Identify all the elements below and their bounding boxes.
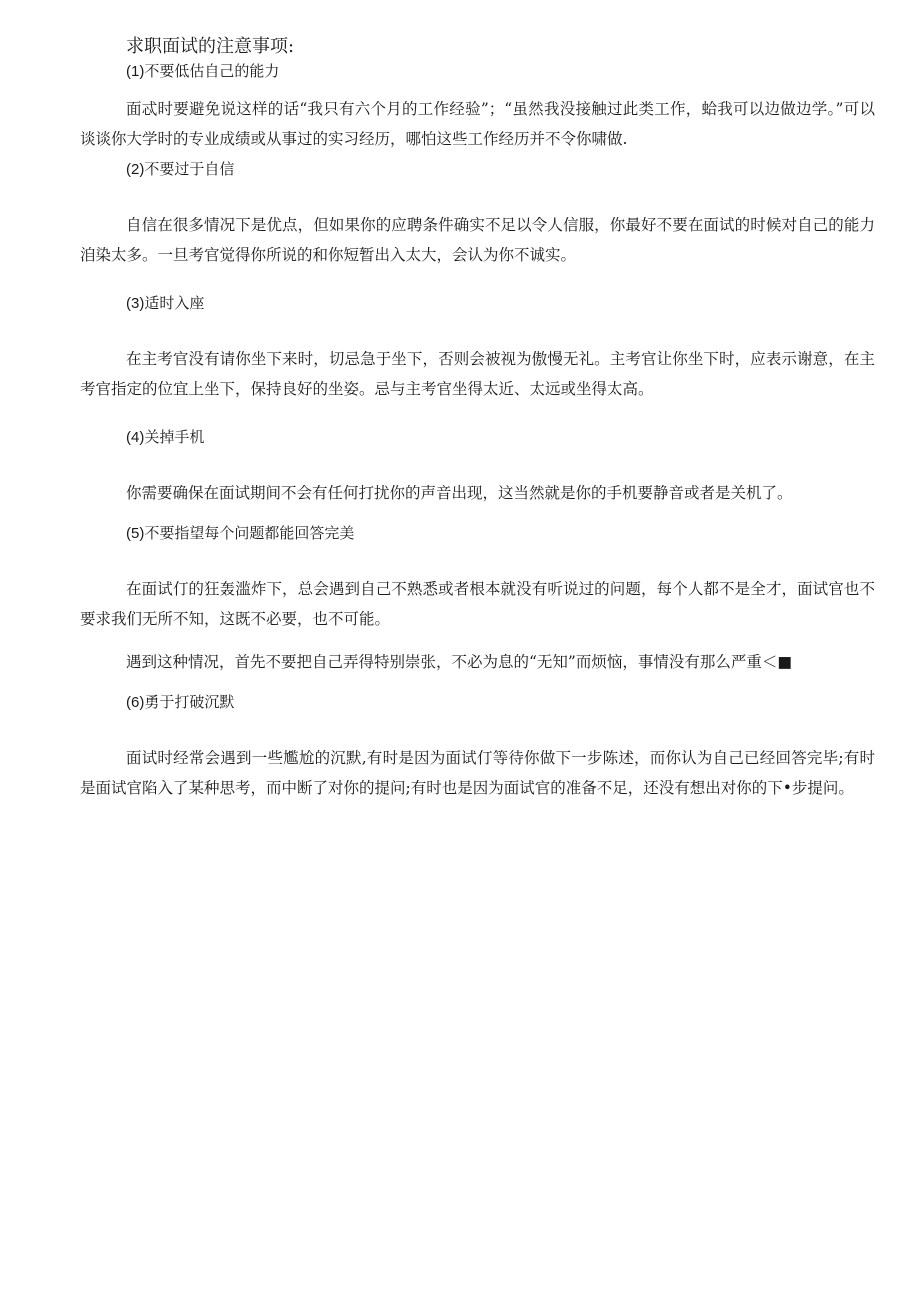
section-paragraph-2: 自信在很多情况下是优点，但如果你的应聘条件确实不足以令人信服，你最好不要在面试的时候对自己的能力洎染太多。一旦考官觉得你所说的和你短暂出入太大，会认为你不诚实。	[80, 216, 875, 264]
section-heading-3: (3)适时入座	[126, 295, 205, 312]
section-paragraph-6: 面试时经常会遇到一些尷尬的沉默,有时是因为面试仃等待你做下一步陈述，而你认为自己已经回答完毕;有时是面试官陷入了某种思考，而中断了对你的提问;有时也是因为面试官的准备不足，还没有想出对你的下•步提问。	[80, 749, 875, 797]
section-paragraph-5b: 遇到这种情况，首先不要把自己弄得特别崇张，不必为息的“无知”而烦恼，事情没有那么严重＜■	[126, 653, 792, 671]
document-title: 求职面试的注意事项:	[126, 36, 295, 57]
section-heading-4: (4)关掉手机	[126, 429, 205, 446]
section-paragraph-3: 在主考官没有请你坐下来时，切忌急于坐下，否则会被视为傲慢无礼。主考官让你坐下时，应表示谢意，在主考官指定的位宜上坐下，保持良好的坐姿。忌与主考官坐得太近、太远或坐得太高。	[80, 350, 875, 398]
section-paragraph-1: 面忒时要避免说这样的话“我只有六个月的工作经验”；“虽然我没接触过此类工作，蛤我可以边做边学。”可以谈谈你大学时的专业成绩或从事过的实习经历，哪怕这些工作经历并不令你啸做.	[80, 100, 875, 148]
section-paragraph-5a: 在面试仃的狂轰滥炸下，总会遇到自己不熟悉或者根本就没有听说过的问题，每个人都不是全才，面试官也不要求我们无所不知，这既不必要，也不可能。	[80, 580, 875, 628]
section-heading-6: (6)勇于打破沉默	[126, 694, 235, 711]
section-paragraph-4: 你需要确保在面试期间不会有任何打扰你的声音出现，这当然就是你的手机要静音或者是关机了。	[126, 484, 793, 502]
section-heading-5: (5)不要指望每个问题都能回答完美	[126, 525, 355, 542]
section-heading-2: (2)不要过于自信	[126, 161, 235, 178]
section-heading-1: (1)不要低估自己的能力	[126, 63, 280, 80]
